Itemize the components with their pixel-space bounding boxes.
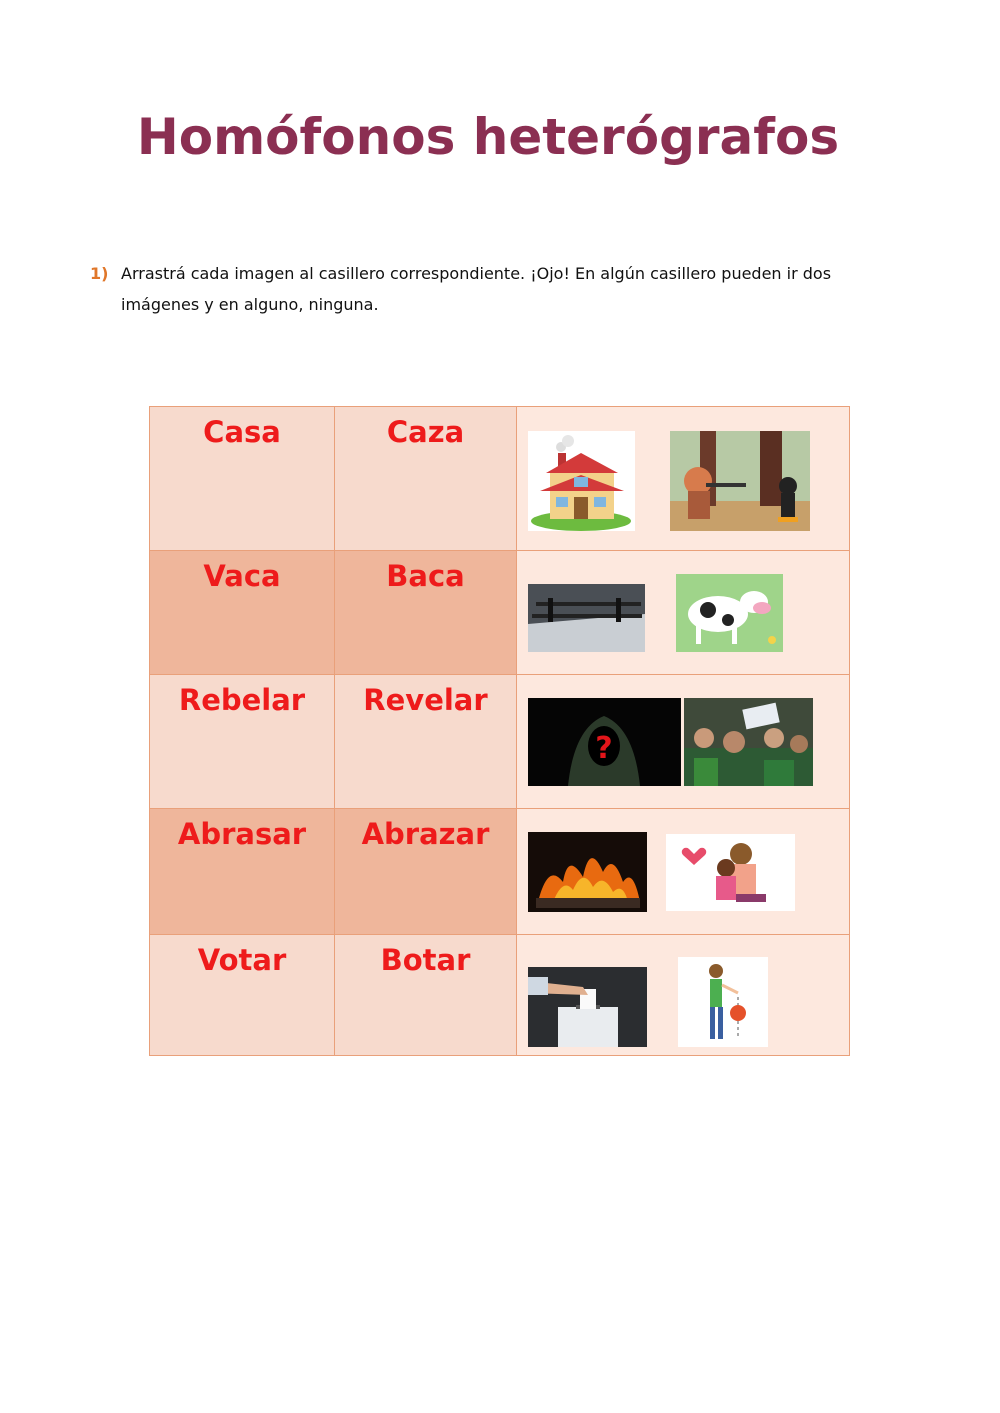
word-label: Caza [386, 415, 465, 449]
table-row [150, 407, 849, 550]
drop-cell-casa[interactable] [150, 407, 335, 550]
image-bank-cell [517, 407, 849, 550]
house-picture[interactable] [528, 431, 635, 531]
page-title: Homófonos heterógrafos [136, 108, 840, 166]
image-bank-cell [517, 935, 849, 1055]
drop-cell-caza[interactable] [335, 407, 517, 550]
word-label: Vaca [203, 559, 281, 593]
image-bank-cell [517, 551, 849, 674]
drop-cell-abrazar[interactable] [335, 809, 517, 934]
instruction-text: Arrastrá cada imagen al casillero correspondiente. ¡Ojo! En algún casillero pueden ir dos imágenes y en alguno, ninguna. [121, 264, 832, 314]
word-label: Revelar [363, 683, 488, 717]
hooded-question-picture[interactable] [528, 698, 681, 786]
word-label: Votar [197, 943, 287, 977]
hunter-picture[interactable] [670, 431, 810, 531]
ballot-box-picture[interactable] [528, 967, 647, 1047]
table-row [150, 808, 849, 934]
matching-table [149, 406, 850, 1056]
cow-picture[interactable] [676, 574, 783, 652]
drop-cell-abrasar[interactable] [150, 809, 335, 934]
drop-cell-botar[interactable] [335, 935, 517, 1055]
image-bank-cell [517, 809, 849, 934]
svg-text:?: ? [595, 731, 613, 766]
bouncing-ball-picture[interactable] [678, 957, 768, 1047]
drop-cell-vaca[interactable] [150, 551, 335, 674]
drop-cell-votar[interactable] [150, 935, 335, 1055]
word-label: Casa [203, 415, 281, 449]
fire-picture[interactable] [528, 832, 647, 912]
word-label: Baca [386, 559, 465, 593]
word-label: Abrazar [361, 817, 490, 851]
table-row [150, 550, 849, 674]
protest-picture[interactable] [684, 698, 813, 786]
drop-cell-rebelar[interactable] [150, 675, 335, 808]
word-label: Botar [380, 943, 471, 977]
drop-cell-baca[interactable] [335, 551, 517, 674]
roof-rack-picture[interactable] [528, 584, 645, 652]
image-bank-cell [517, 675, 849, 808]
table-row [150, 934, 849, 1055]
instruction [90, 258, 890, 320]
drop-cell-revelar[interactable] [335, 675, 517, 808]
hug-picture[interactable] [666, 834, 795, 911]
table-row [150, 674, 849, 808]
word-label: Abrasar [177, 817, 307, 851]
instruction-number: 1) [90, 264, 109, 283]
word-label: Rebelar [178, 683, 306, 717]
